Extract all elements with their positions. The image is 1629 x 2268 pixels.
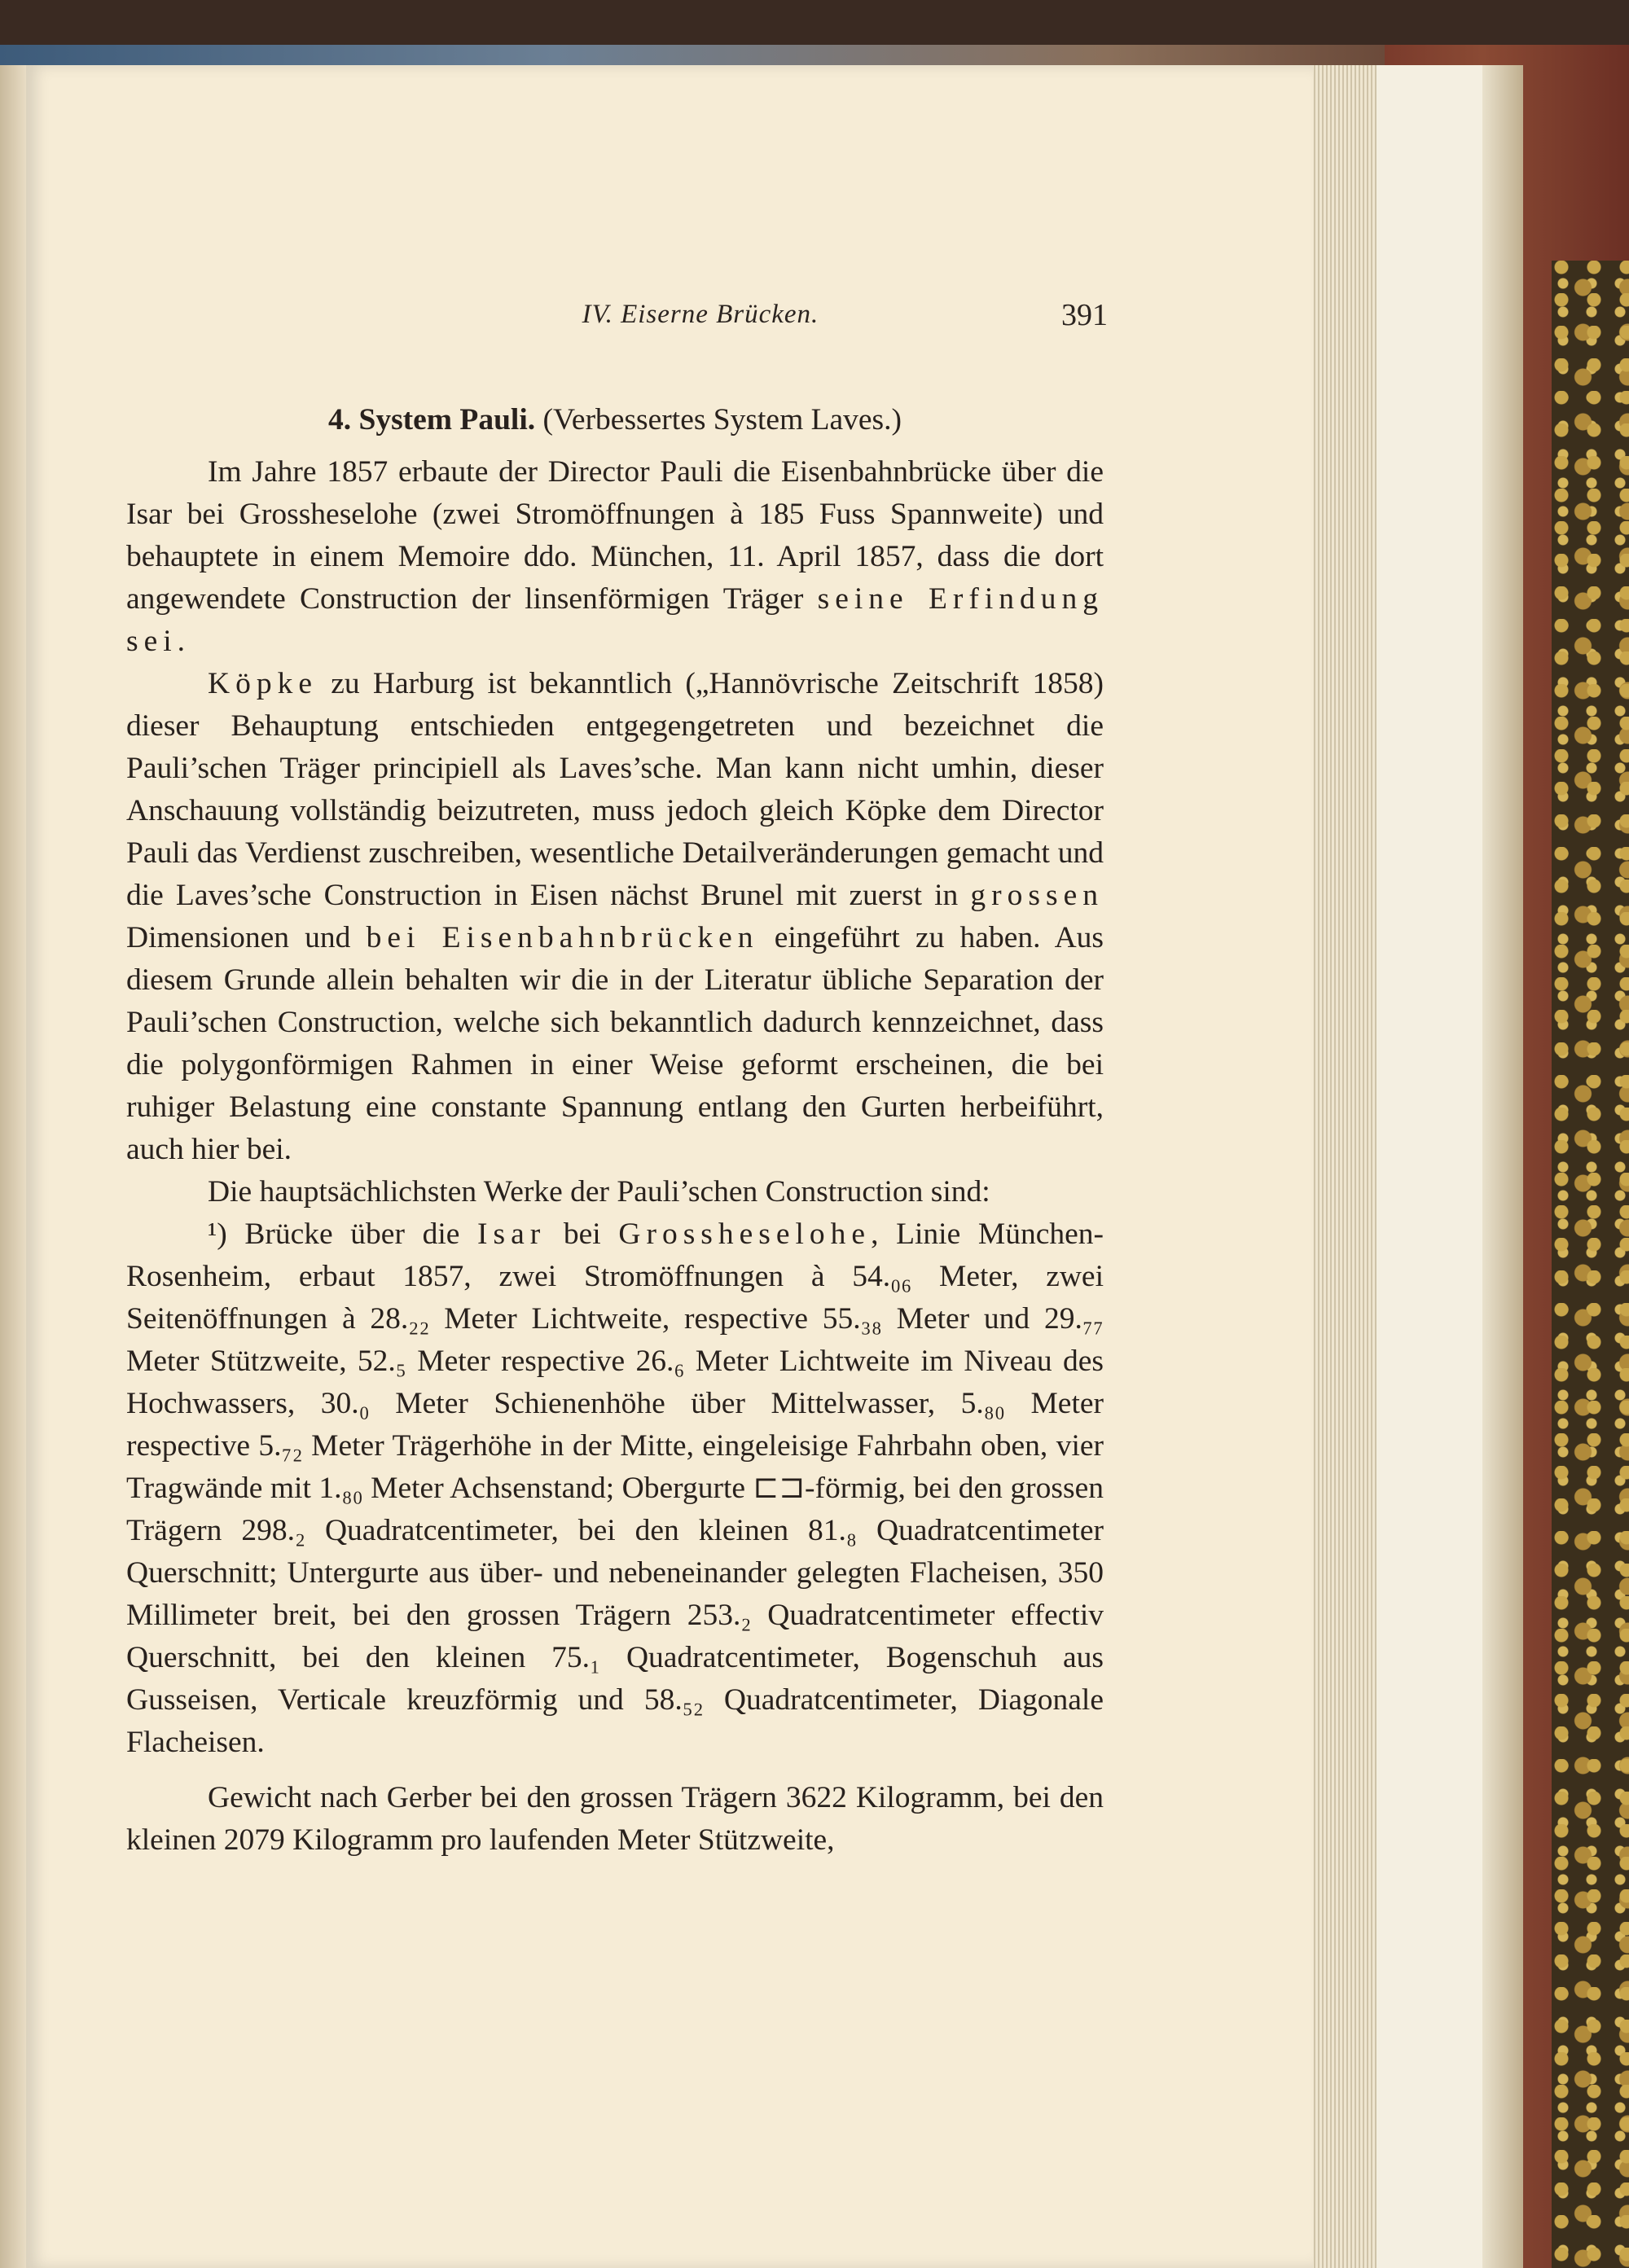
p2-text-a: zu Harburg ist bekanntlich („Hannövrische Zeitschrift 1858) dieser Behauptung entschieden entgegengetreten und bezeichnet die Pauli’schen Träger principiell als Laves’sche. Man kann nicht umhin, dieser Anschauung vollständig beizutreten, muss jedoch gleich Köpke dem Director Pauli das Verdienst zuschreiben, wesentliche Detailveränderungen gemacht und die Laves’sche Construction in Eisen nächst Brunel mit zuerst in [126, 667, 1104, 912]
p4-text-b: bei [546, 1217, 619, 1251]
page-block [1377, 65, 1486, 2268]
paragraph-5: Gewicht nach Gerber bei den grossen Trägern 3622 Kilogramm, bei den kleinen 2079 Kilogramm pro laufenden Meter Stützweite, [126, 1781, 1104, 1857]
body-text [126, 399, 1104, 1862]
p1-emphasis: seine Erfindung sei. [126, 582, 1104, 658]
list-marker: ¹) [208, 1217, 227, 1251]
paragraph-1 [126, 451, 1104, 663]
p4-emphasis-grossheselohe: Grossheselohe [618, 1217, 872, 1251]
p2-text-c: eingeführt zu haben. Aus diesem Grunde allein behalten wir die in der Literatur übliche Separation der Pauli’schen Construction, welche sich bekanntlich dadurch kennzeichnet, dass die polygonförmigen Rahmen in einer Weise geformt erscheinen, die bei ruhiger Belastung eine constante Spannung entlang den Gurten herbeiführt, auch hier bei. [126, 921, 1104, 1166]
p2-emphasis-kopke: Köpke [208, 667, 318, 700]
p4-emphasis-isar: Isar [477, 1217, 547, 1251]
paragraph-4 [126, 1213, 1104, 1764]
page-number: 391 [1061, 298, 1108, 332]
paragraph-3: Die hauptsächlichsten Werke der Pauli’schen Construction sind: [208, 1175, 990, 1209]
section-subtitle: (Verbessertes System Laves.) [542, 403, 902, 436]
facing-page-edge [0, 65, 28, 2268]
section-number: 4. [327, 403, 352, 436]
paragraph-2 [126, 663, 1104, 1171]
p4-text-c: , Linie München-Rosenheim, erbaut 1857, zwei Stromöffnungen à 54.₀₆ Meter, zwei Seitenöffnungen à 28.₂₂ Meter Lichtweite, respective 55.₃₈ Meter und 29.₇₇ Meter Stützweite, 52.₅ Meter respective 26.₆ Meter Lichtweite im Niveau des Hochwassers, 30.₀ Meter Schienenhöhe über Mittelwasser, 5.₈₀ Meter respective 5.₇₂ Meter Trägerhöhe in der Mitte, eingeleisige Fahrbahn oben, vier Tragwände mit 1.₈₀ Meter Achsenstand; Obergurte ⊏⊐-förmig, bei den grossen Trägern 298.₂ Quadratcentimeter, bei den kleinen 81.₈ Quadratcentimeter Querschnitt; Untergurte aus über- und nebeneinander gelegten Flacheisen, 350 Millimeter breit, bei den grossen Trägern 253.₂ Quadratcentimeter effectiv Querschnitt, bei den kleinen 75.₁ Quadratcentimeter, Bogenschuh aus Gusseisen, Verticale kreuzförmig und 58.₅₂ Quadratcentimeter, Diagonale Flacheisen. [126, 1217, 1104, 1759]
p4-text-a: Brücke über die [226, 1217, 478, 1251]
p2-text-b: Dimensionen und [126, 921, 367, 954]
p2-emphasis-eisenbahnbruecken: bei Eisenbahnbrücken [366, 921, 759, 954]
section-title: System Pauli. [358, 403, 536, 436]
page-block-shadow [1482, 65, 1523, 2268]
section-heading [126, 399, 1104, 441]
p2-emphasis-grossen: grossen [970, 879, 1104, 912]
page-stack-edge [1311, 65, 1385, 2268]
p1-text: Im Jahre 1857 erbaute der Director Pauli die Eisenbahnbrücke über die Isar bei Grossheselohe (zwei Stromöffnungen à 185 Fuss Spannweite) und behauptete in einem Memoire ddo. München, 11. April 1857, dass die dort angewendete Construction der linsenförmigen Träger [126, 455, 1104, 616]
running-head: IV. Eiserne Brücken. [582, 300, 819, 329]
marbled-endpaper [1552, 261, 1629, 2268]
